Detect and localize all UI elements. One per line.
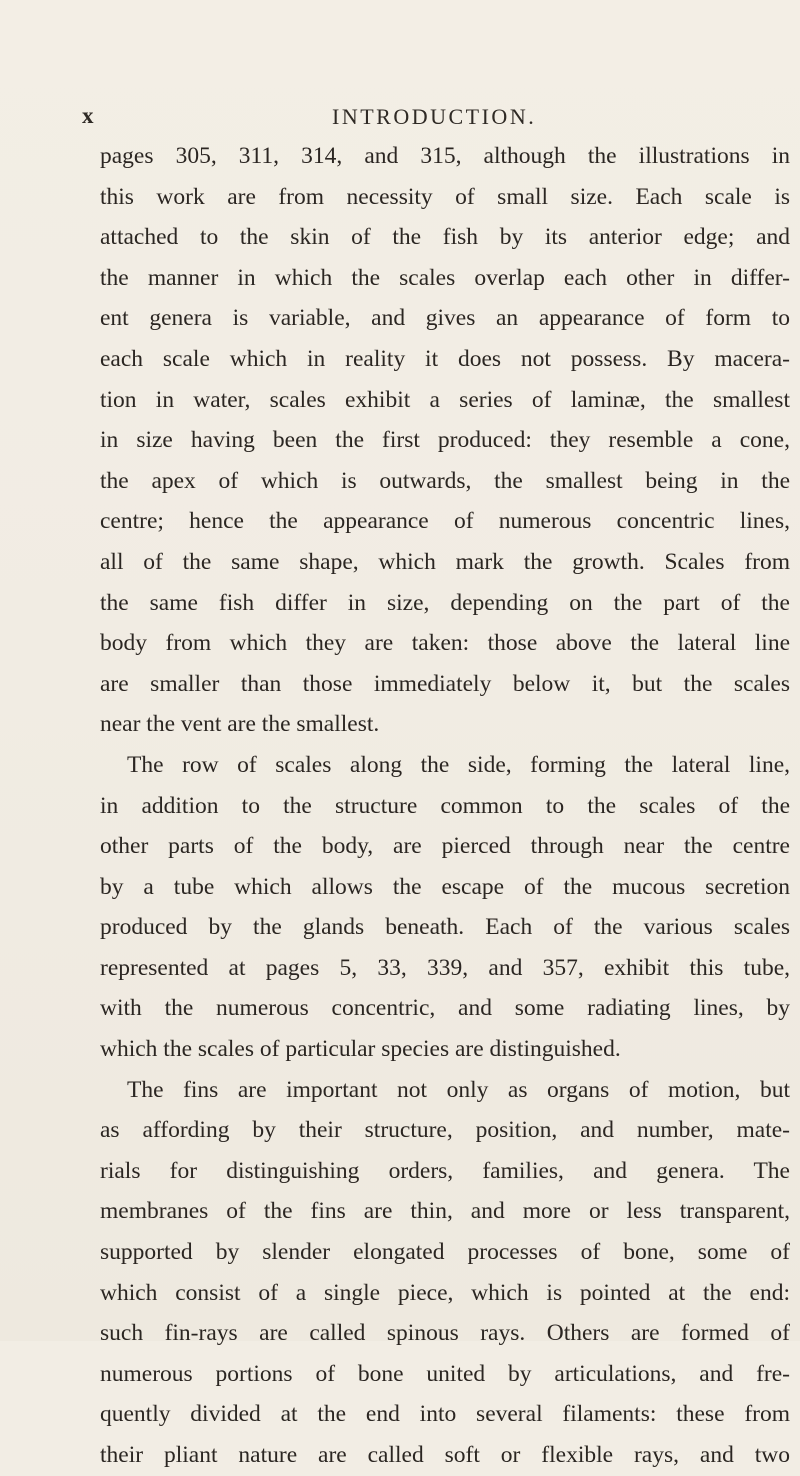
text-line: the apex of which is outwards, the smallest being in the — [100, 467, 790, 494]
text-line: The fins are important not only as organs of motion, but — [127, 1076, 790, 1103]
text-line: supported by slender elongated processes of bone, some of — [100, 1239, 790, 1266]
text-line: represented at pages 5, 33, 339, and 357, exhibit this tube, — [100, 954, 790, 981]
text-line: as affording by their structure, position, and number, mate- — [100, 1117, 790, 1144]
text-line: the same fish differ in size, depending on the part of the — [100, 589, 790, 616]
text-line: by a tube which allows the escape of the mucous secretion — [100, 873, 790, 900]
text-line: quently divided at the end into several filaments: these from — [100, 1401, 790, 1428]
text-line: The row of scales along the side, forming the lateral line, — [127, 751, 790, 778]
text-line: all of the same shape, which mark the growth. Scales from — [100, 548, 790, 575]
paragraph — [100, 745, 790, 1070]
text-line: are smaller than those immediately below it, but the scales — [100, 670, 790, 697]
text-line: membranes of the fins are thin, and more or less transparent, — [100, 1198, 790, 1225]
text-line: attached to the skin of the fish by its anterior edge; and — [100, 224, 790, 251]
paragraph — [100, 136, 790, 745]
text-line: such fin-rays are called spinous rays. Others are formed of — [100, 1320, 790, 1347]
text-line: which the scales of particular species are distinguished. — [100, 1036, 621, 1063]
body-text — [100, 136, 790, 1476]
text-line: the manner in which the scales overlap each other in differ- — [100, 264, 790, 291]
running-head: INTRODUCTION. — [332, 104, 537, 129]
page-number: x — [82, 103, 95, 128]
text-line: which consist of a single piece, which is pointed at the end: — [100, 1279, 790, 1306]
text-line: in size having been the first produced: they resemble a cone, — [100, 427, 790, 454]
text-line: produced by the glands beneath. Each of the various scales — [100, 914, 790, 941]
text-line: near the vent are the smallest. — [100, 711, 380, 738]
text-line: this work are from necessity of small size. Each scale is — [100, 183, 790, 210]
text-line: rials for distinguishing orders, families, and genera. The — [100, 1157, 790, 1184]
text-line: ent genera is variable, and gives an appearance of form to — [100, 305, 790, 332]
text-line: with the numerous concentric, and some radiating lines, by — [100, 995, 790, 1022]
text-line: other parts of the body, are pierced through near the centre — [100, 833, 790, 860]
paragraph — [100, 1070, 790, 1476]
text-line: their pliant nature are called soft or flexible rays, and two — [100, 1442, 790, 1468]
text-line: centre; hence the appearance of numerous concentric lines, — [100, 508, 790, 535]
text-line: in addition to the structure common to the scales of the — [100, 792, 790, 819]
text-line: pages 305, 311, 314, and 315, although the illustrations in — [100, 143, 790, 169]
text-line: body from which they are taken: those above the lateral line — [100, 630, 790, 657]
text-line: numerous portions of bone united by articulations, and fre- — [100, 1360, 790, 1387]
text-line: tion in water, scales exhibit a series of laminæ, the smallest — [100, 386, 790, 413]
text-line: each scale which in reality it does not possess. By macera- — [100, 345, 790, 372]
